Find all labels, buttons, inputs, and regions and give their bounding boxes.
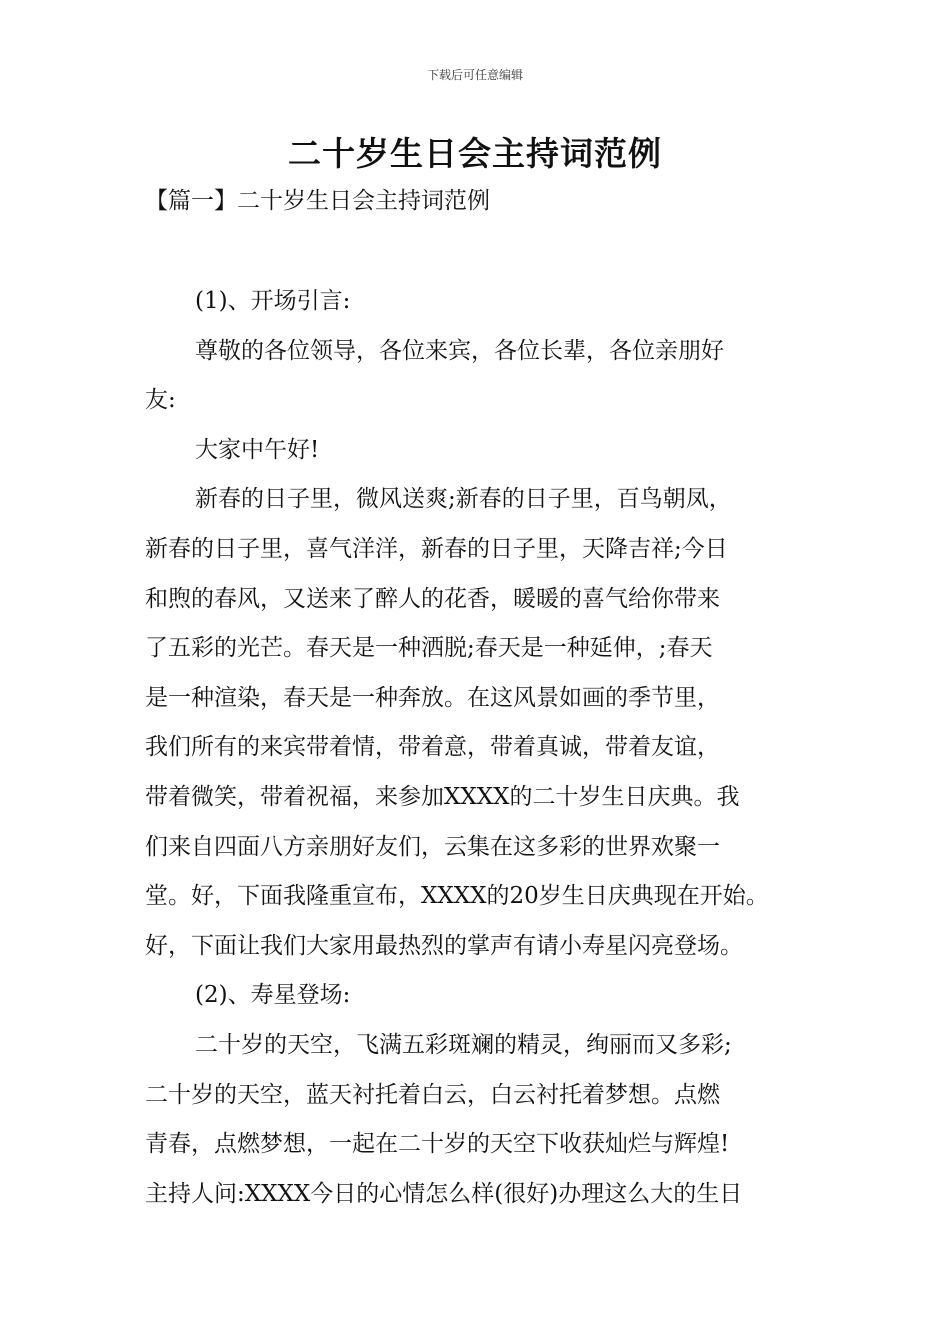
text-line: 堂。好，下面我隆重宣布，XXXX的20岁生日庆典现在开始。 <box>145 883 769 910</box>
text-line: 大家中午好! <box>195 436 320 463</box>
text-line: 是一种渲染，春天是一种奔放。在这风景如画的季节里， <box>145 684 720 711</box>
text-line: 我们所有的来宾带着情，带着意，带着真诚，带着友谊， <box>145 734 720 761</box>
text-line: 了五彩的光芒。春天是一种洒脱;春天是一种延伸，;春天 <box>145 635 713 662</box>
text-line: 二十岁的天空，蓝天衬托着白云，白云衬托着梦想。点燃 <box>145 1081 720 1108</box>
text-line: 青春，点燃梦想，一起在二十岁的天空下收获灿烂与辉煌! <box>145 1131 730 1158</box>
text-line: 新春的日子里，微风送爽;新春的日子里，百鸟朝凤， <box>195 486 732 513</box>
header-note: 下载后可任意编辑 <box>426 68 523 82</box>
text-line: 二十岁的天空，飞满五彩斑斓的精灵，绚丽而又多彩; <box>195 1031 732 1058</box>
paragraph-heading-birthday-star: (2)、寿星登场: <box>195 982 351 1009</box>
text-line: 好，下面让我们大家用最热烈的掌声有请小寿星闪亮登场。 <box>145 932 743 959</box>
text-line: 和煦的春风，又送来了醉人的花香，暖暖的喜气给你带来 <box>145 585 720 612</box>
text-line: 们来自四面八方亲朋好友们，云集在这多彩的世界欢聚一 <box>145 833 720 860</box>
text-line: 友: <box>145 387 176 414</box>
section-heading: 【篇一】二十岁生日会主持词范例 <box>145 188 490 214</box>
paragraph-heading-opening: (1)、开场引言: <box>195 288 351 314</box>
text-line: 主持人问:XXXX今日的心情怎么样(很好)办理这么大的生日 <box>145 1180 743 1207</box>
text-line: 新春的日子里，喜气洋洋，新春的日子里，天降吉祥;今日 <box>145 535 728 562</box>
document-body <box>145 277 815 1219</box>
document-title: 二十岁生日会主持词范例 <box>288 134 662 173</box>
text-line: 带着微笑，带着祝福，来参加XXXX的二十岁生日庆典。我 <box>145 783 740 810</box>
text-line: 尊敬的各位领导，各位来宾，各位长辈，各位亲朋好 <box>195 337 724 364</box>
